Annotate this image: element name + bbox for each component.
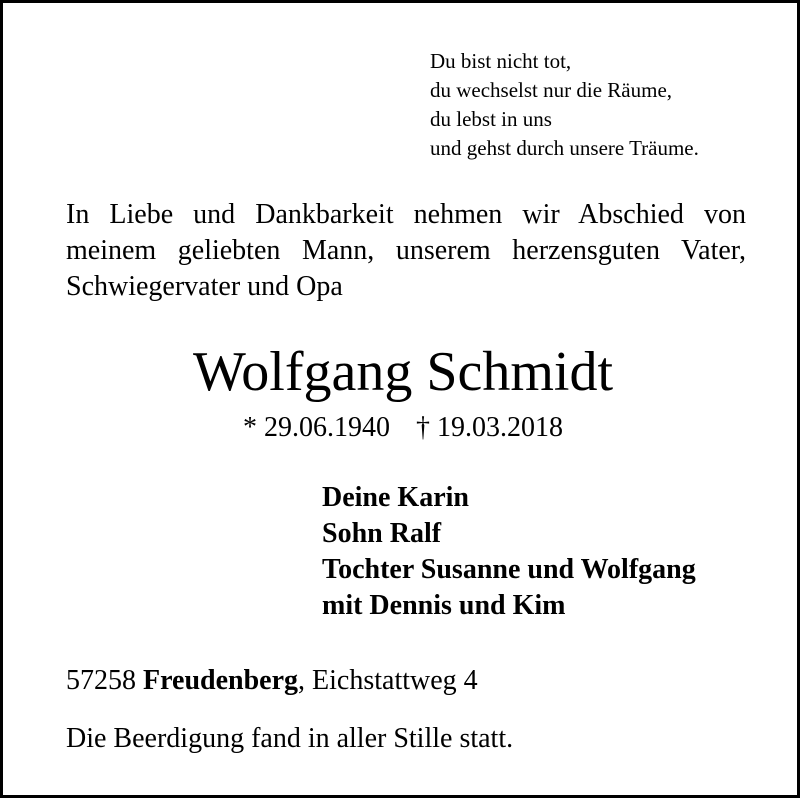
postal-code: 57258	[66, 665, 136, 696]
intro-line: Schwiegervater und Opa	[66, 271, 343, 302]
poem-line: Du bist nicht tot,	[430, 49, 572, 73]
intro-line: meinem geliebten Mann, unserem herzensguten Vater,	[66, 235, 746, 266]
funeral-note: Die Beerdigung fand in aller Stille statt.	[66, 723, 514, 754]
poem	[430, 47, 699, 163]
mourner-line: mit Dennis und Kim	[322, 590, 566, 621]
intro-text	[66, 197, 756, 305]
life-dates	[3, 410, 800, 446]
mourner-line: Tochter Susanne und Wolfgang	[322, 554, 696, 585]
mourner-line: Sohn Ralf	[322, 518, 442, 549]
address	[66, 663, 478, 699]
city: Freudenberg	[143, 665, 299, 696]
poem-line: und gehst durch unsere Träume.	[430, 136, 699, 160]
deceased-name: Wolfgang Schmidt	[192, 341, 614, 403]
birth-date: * 29.06.1940	[243, 412, 390, 443]
death-date: † 19.03.2018	[416, 412, 563, 443]
intro-line: In Liebe und Dankbarkeit nehmen wir Abschied von	[66, 199, 746, 230]
address-comma: ,	[298, 665, 313, 696]
mourner-line: Deine Karin	[322, 482, 469, 513]
mourners-list	[322, 480, 696, 624]
poem-line: du lebst in uns	[430, 107, 552, 131]
street: Eichstattweg 4	[312, 665, 478, 696]
poem-line: du wechselst nur die Räume,	[430, 78, 673, 102]
